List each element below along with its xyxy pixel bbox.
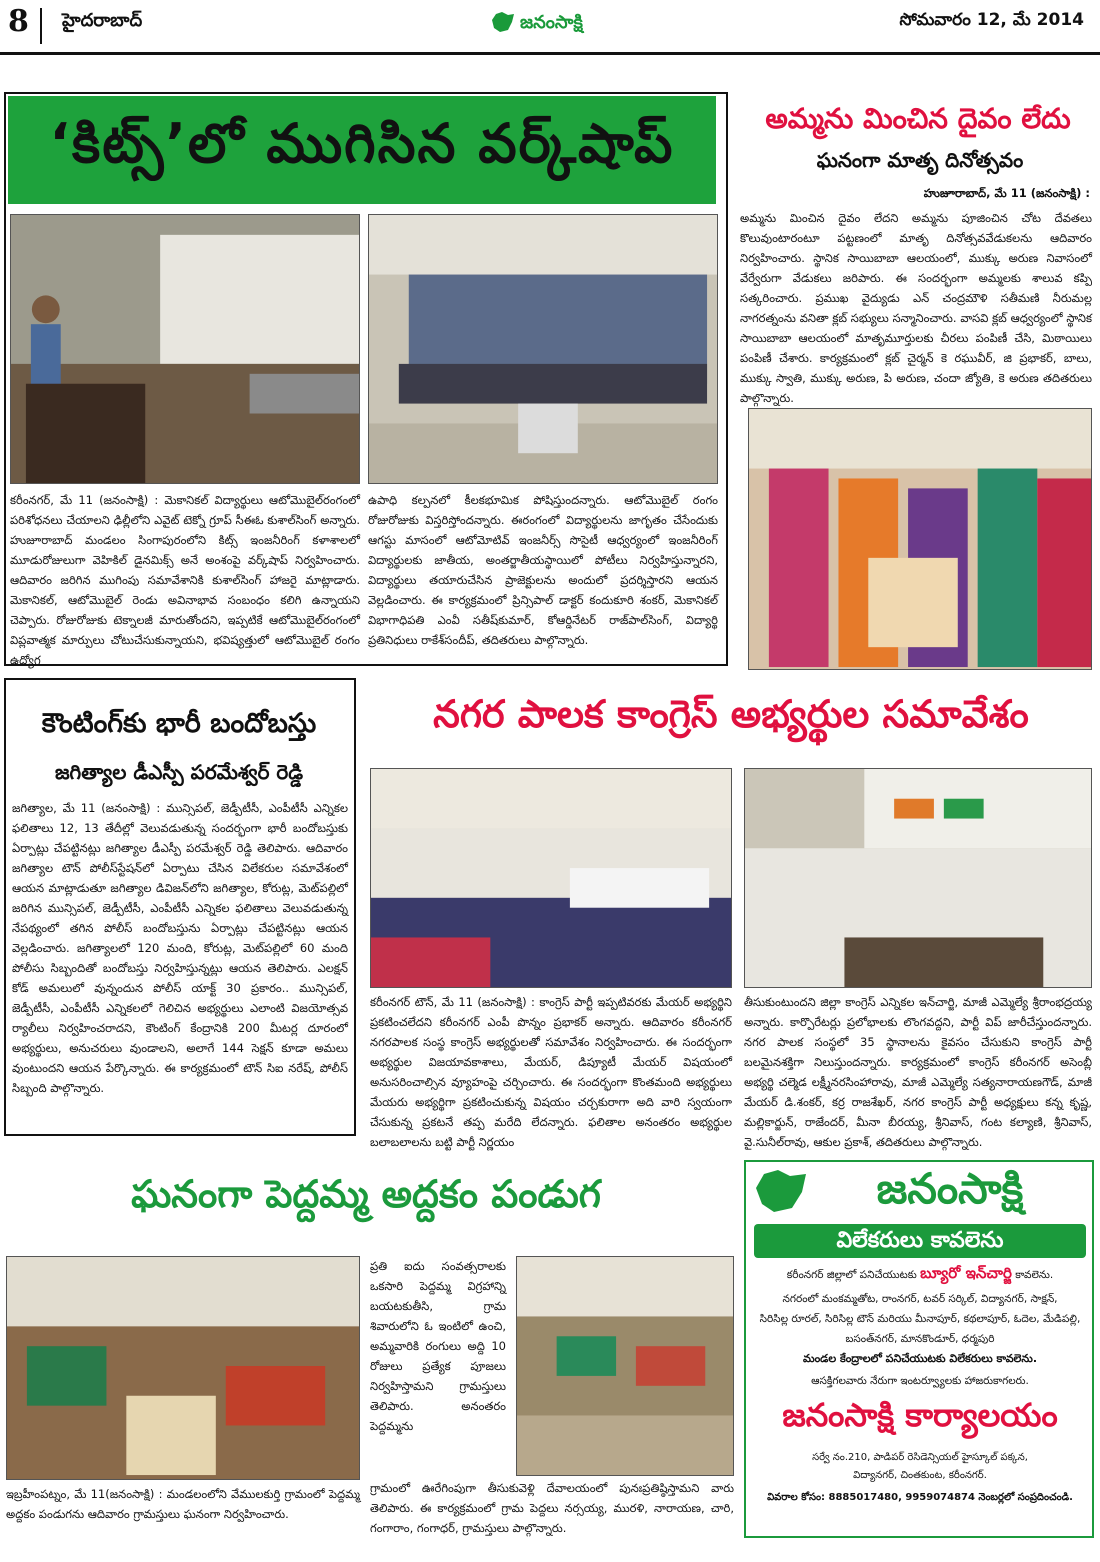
ad-line2: నగరంలో మంకమ్మతోట, రాంనగర్, టవర్ సర్కిల్, విద్యానగర్, సాక్షన్, (782, 1293, 1058, 1305)
kits-headline-banner (8, 96, 716, 204)
ad-line4: బసంత్‌నగర్, మానకొండూర్, ధర్మపురి (845, 1333, 995, 1345)
mother-dateline: హుజూరాబాద్, మే 11 (జనంసాక్షి) : (923, 186, 1090, 200)
ad-line5: మండల కేంద్రాలలో పనిచేయుటకు విలేకరులు కావలెను. (802, 1352, 1038, 1365)
congress-photo-2 (744, 768, 1092, 988)
ad-line1 (752, 1264, 1088, 1284)
mother-headline: అమ్మను మించిన దైవం లేదు (765, 102, 1071, 135)
peddamma-body-right: గ్రామంలో ఊరేగింపుగా తీసుకువెళ్లి దేవాలయంలో పునఃప్రతిష్ఠిస్తామని వారు తెలిపారు. ఈ కార్యక్రమంలో గ్రామ పెద్దలు నర్సయ్య, మురళి, నారాయణ, చారి, గంగారాం, గంగాధర్, గ్రామస్తులు పాల్గొన్నారు. (370, 1481, 734, 1535)
congress-headline: నగర పాలక కాంగ్రెస్ అభ్యర్థుల సమావేశం (433, 692, 1029, 736)
mother-subhead: ఘనంగా మాతృ దినోత్సవం (816, 148, 1024, 172)
header-divider (40, 8, 42, 44)
congress-photo-1 (370, 768, 732, 988)
ad-line3: సిరిసిల్ల రూరల్, సిరిసిల్ల టౌన్ మరియు మీనాపూర్, కథలాపూర్, ఓదెల, మేడిపల్లి, (759, 1313, 1081, 1325)
ad-line1-post: కావలెను. (1015, 1269, 1054, 1281)
ad-map-icon (752, 1166, 812, 1216)
congress-body-col1: కరీంనగర్ టౌన్, మే 11 (జనంసాక్షి) : కాంగ్రెస్ పార్టీ ఇప్పటివరకు మేయర్ అభ్యర్థిని ప్రకటించలేదని కరీంనగర్ ఎంపీ పొన్నం ప్రభాకర్ అన్నారు. ఆదివారం కరీంనగర్ నగరపాలక సంస్థ కాంగ్రెస్ అభ్యర్థులతో సమావేశం నిర్వహించారు. ఈ సందర్భంగా అభ్యర్థుల విజయావకాశాలు, మేయర్, డిప్యూటీ మేయర్ విషయంలో అనుసరించాల్సిన వ్యూహంపై చర్చించారు. ఈ సందర్భంగా కొంతమంది అభ్యర్థులు మేయరు అభ్యర్థిగా ప్రకటించుకున్న విషయం చర్చకురాగా అది వారి స్వయంగా చేసుకున్న ప్రకటనే తప్ప మరేది లేదన్నారు. ఫలితాల అనంతరం అభ్యర్థుల బలాబలాలను బట్టి పార్టీ నిర్ణయం (370, 995, 732, 1149)
kits-photo-speaker (10, 214, 360, 484)
peddamma-body-left: ఇబ్రహీంపట్నం, మే 11(జనంసాక్షి) : మండలంలోని వేములకుర్తి గ్రామంలో పెద్దమ్మ అద్దకం పండుగను ఆదివారం గ్రామస్తులు ఘనంగా నిర్వహించారు. (6, 1487, 360, 1521)
counting-headline: కౌంటింగ్‌కు భారీ బందోబస్తు (41, 708, 317, 739)
counting-body: జగిత్యాల, మే 11 (జనంసాక్షి) : మున్సిపల్, జెడ్పీటీసీ, ఎంపీటీసీ ఎన్నికల ఫలితాలు 12, 13 తేదీల్లో వెలువడుతున్న సందర్భంగా భారీ బందోబస్తుకు ఏర్పాట్లు చేపట్టినట్లు జగిత్యాల డీఎస్పీ పరమేశ్వర్ రెడ్డి తెలిపారు. ఆదివారం జగిత్యాల టౌన్ పోలీస్‌స్టేషన్‌లో ఏర్పాటు చేసిన విలేకరుల సమావేశంలో ఆయన మాట్లాడుతూ జగిత్యాల డివిజన్‌లోని జగిత్యాల, కోరుట్ల, మెట్‌పల్లిలో జరిగిన మున్సిపల్, జెడ్పీటీసీ, ఎంపీటీసీ ఎన్నికల ఫలితాలు వెలువడుతున్న నేపథ్యంలో తగిన పోలీస్ బందోబస్తును ఏర్పాట్లు చేపట్టినట్లు ఆయన వెల్లడించారు. జగిత్యాలలో 120 మంది, కోరుట్ల, మెట్‌పల్లిలో 60 మంది పోలీసు సిబ్బందితో బందోబస్తు నిర్వహిస్తున్నట్లు ఆయన తెలిపారు. ఎలక్షన్ కోడ్ అమలులో వున్నందున పోలీస్ యాక్ట్ 30 ప్రకారం.. మున్సిపల్, జెడ్పీటీసీ, ఎంపీటీసీ ఎన్నికలలో గెలిచిన అభ్యర్థులు ఎలాంటి విజయోత్సవ ర్యాలీలు నిర్వహించరాదని, కౌంటింగ్ కేంద్రానికి 200 మీటర్ల దూరంలో అభ్యర్థులు, అనుచరులు వుండాలని, అలాగే 144 సెక్షన్ కూడా అమలు వుంటుందని ఆయన పేర్కొన్నారు. ఈ కార్యక్రమంలో టౌన్ సిఐ నరేష్, పోలీస్ సిబ్బంది పాల్గొన్నారు. (12, 801, 348, 1095)
page-number: 8 (8, 4, 29, 39)
ad-brand: జనంసాక్షి (876, 1164, 1024, 1213)
ad-line1-bold: బ్యూరో ఇన్‌చార్జి (920, 1264, 1012, 1282)
ad-contact: వివరాల కోసం: 8885017480, 9959074874 నెంబర్లలో సంప్రదించండి. (767, 1492, 1073, 1503)
ad-line1-pre: కరీంనగర్ జిల్లాలో పనిచేయుటకు (786, 1269, 917, 1281)
masthead-map-icon (490, 10, 516, 38)
mother-photo (748, 408, 1092, 670)
ad-address2: విద్యానగర్, చింతకుంట, కరీంనగర్. (853, 1470, 987, 1481)
ad-line6: ఆసక్తిగలవారు నేరుగా ఇంటర్వ్యూలకు హాజరుకాగలరు. (811, 1375, 1029, 1387)
ad-office: జనంసాక్షి కార్యాలయం (782, 1396, 1058, 1434)
counting-subhead: జగిత్యాల డీఎస్పీ పరమేశ్వర్ రెడ్డి (54, 760, 304, 784)
masthead (490, 8, 610, 40)
header-city: హైదరాబాద్ (62, 10, 143, 31)
kits-body-col1: కరీంనగర్, మే 11 (జనంసాక్షి) : మెకానికల్ విద్యార్థులు ఆటోమొబైల్‌రంగంలో పరిశోధనలు చేయాలని ఢిల్లీలోని ఎవైట్ టెక్నో గ్రూప్ సీఈఓ కుశాల్‌సింగ్ అన్నారు. హుజూరాబాద్ మండలం సింగాపురంలోని కిట్స్ ఇంజనీరింగ్ కళాశాలలో మూడురోజులుగా వెహికిల్ డైనమిక్స్ అనే అంశంపై వర్క్‌షాప్ నిర్వహించారు. ఆదివారం జరిగిన ముగింపు సమావేశానికి కుశాల్‌సింగ్ హాజరై మాట్లాడారు. మెకానికల్, ఆటోమొబైల్ రెండు అవినాభావ సంబంధం కలిగి ఉన్నాయని చెప్పారు. రోజురోజుకు టెక్నాలజీ మారుతోందని, ఇప్పటికే ఆటోమొబైల్‌రంగంలో విప్లవాత్మక మార్పులు చోటుచేసుకున్నాయని, భవిష్యత్తులో ఆటోమొబైల్ రంగం ఉద్యోగ (10, 493, 360, 667)
masthead-title: జనంసాక్షి (520, 11, 583, 33)
peddamma-body-narrow: ప్రతి ఐదు సంవత్సరాలకు ఒకసారి పెద్దమ్మ విగ్రహాన్ని బయటకుతీసి, గ్రామ శివారులోని ఓ ఇంటిలో ఉంచి, అమ్మవారికి రంగులు అద్ది 10 రోజులు ప్రత్యేక పూజలు నిర్వహిస్తామని గ్రామస్తులు తెలిపారు. అనంతరం పెద్దమ్మను (370, 1259, 506, 1433)
header-date: సోమవారం 12, మే 2014 (899, 10, 1084, 30)
kits-headline: ‘కిట్స్’లో ముగిసిన వర్క్‌షాప్ (49, 111, 675, 175)
kits-photo-group (368, 214, 718, 484)
peddamma-photo-2 (516, 1256, 734, 1476)
kits-body-col2: ఉపాధి కల్పనలో కీలకభూమిక పోషిస్తుందన్నారు. ఆటోమొబైల్ రంగం రోజురోజుకు విస్తరిస్తోందన్నారు. ఈరంగంలో విద్యార్థులను జాగృతం చేసేందుకు ఆగస్టు మాసంలో ఆటోమోటివ్ ఇంజనీర్స్ సొసైటీ ఆధ్వర్యంలో ఇంజనీరింగ్ విద్యార్థులకు జాతీయ, అంతర్జాతీయస్థాయిలో పోటీలు నిర్వహిస్తున్నారని, విద్యార్థులు తయారుచేసిన ప్రాజెక్టులను అందులో ప్రదర్శిస్తారని ఆయన వెల్లడించారు. ఈ కార్యక్రమంలో ప్రిన్సిపాల్ డాక్టర్ కందుకూరి శంకర్, మెకానికల్ విభాగాధిపతి ఎంవీ సతీష్‌కుమార్, కోఆర్డినేటర్ రాజ్‌పాల్‌సింగ్, విద్యార్థి ప్రతినిధులు రాకేశ్‌సందీప్, తదితరులు పాల్గొన్నారు. (368, 493, 718, 647)
peddamma-photo-1 (6, 1256, 360, 1480)
congress-body-col2: తీసుకుంటుందని జిల్లా కాంగ్రెస్ ఎన్నికల ఇన్‌చార్జి, మాజీ ఎమ్మెల్యే శ్రీరాంభద్రయ్య అన్నారు. కార్పొరేటర్లు ప్రలోభాలకు లొంగవద్దని, పార్టీ విప్ జారీచేస్తుందన్నారు. నగర పాలక సంస్థలో 35 స్థానాలను కైవసం చేసుకుని కాంగ్రెస్ పార్టీ బలమైనశక్తిగా నిలుస్తుందన్నారు. కార్యక్రమంలో కాంగ్రెస్ కరీంనగర్ అసెంబ్లీ అభ్యర్థి చల్మెడ లక్ష్మీనరసింహారావు, మాజీ ఎమ్మెల్యే సత్యనారాయణగౌడ్, మాజీ మేయర్ డి.శంకర్, కర్ర రాజశేఖర్, నగర కాంగ్రెస్ పార్టీ అధ్యక్షులు కన్న కృష్ణ, మల్లికార్జున్, రాజేందర్, మీనా బీరయ్య, శ్రీనివాస్, గంట కల్యాణి, శ్రీనివాస్, వై.సునీల్‌రావు, ఆకుల ప్రకాశ్, తదితరులు పాల్గొన్నారు. (744, 995, 1092, 1149)
header-rule (0, 52, 1100, 55)
ad-address1: సర్వే నం.210, పాడిపర్ రెసిడెన్సియల్ హైస్కూల్ పక్కన, (812, 1452, 1028, 1463)
ad-strip: విలేకరులు కావలెను (754, 1224, 1086, 1258)
peddamma-headline: ఘనంగా పెద్దమ్మ అద్దకం పండుగ (131, 1172, 601, 1216)
mother-body: అమ్మను మించిన దైవం లేదని అమ్మను పూజించిన చోట దేవతలు కొలువుంటారంటూ పట్టణంలో మాతృ దినోత్సవవేడుకలను ఆదివారం నిర్వహించారు. స్థానిక సాయిబాబా ఆలయంలో, ముక్కు అరుణ నివాసంలో వేర్వేరుగా వేడుకలు జరిపారు. ఈ సందర్భంగా అమ్మలకు శాలువ కప్పి సత్కరించారు. ప్రముఖ వైద్యుడు ఎన్ చంద్రమౌళి సతీమణి నీరుమల్ల నాగరత్నంను వనితా క్లబ్ సభ్యులు సన్మానించారు. వాసవి క్లబ్ ఆధ్వర్యంలో స్థానిక సాయిబాబా ఆలయంలో మాతృమూర్తులకు చీరలు పంపిణీ చేసి, మిఠాయిలు పంపిణీ చేశారు. కార్యక్రమంలో క్లబ్ చైర్మన్ కె రఘువీర్, జి ప్రభాకర్, బాలు, ముక్కు స్వాతి, ముక్కు అరుణ, పి అరుణ, చందా జ్యోతి, కె అరుణ తదితరులు పాల్గొన్నారు. (740, 211, 1092, 405)
